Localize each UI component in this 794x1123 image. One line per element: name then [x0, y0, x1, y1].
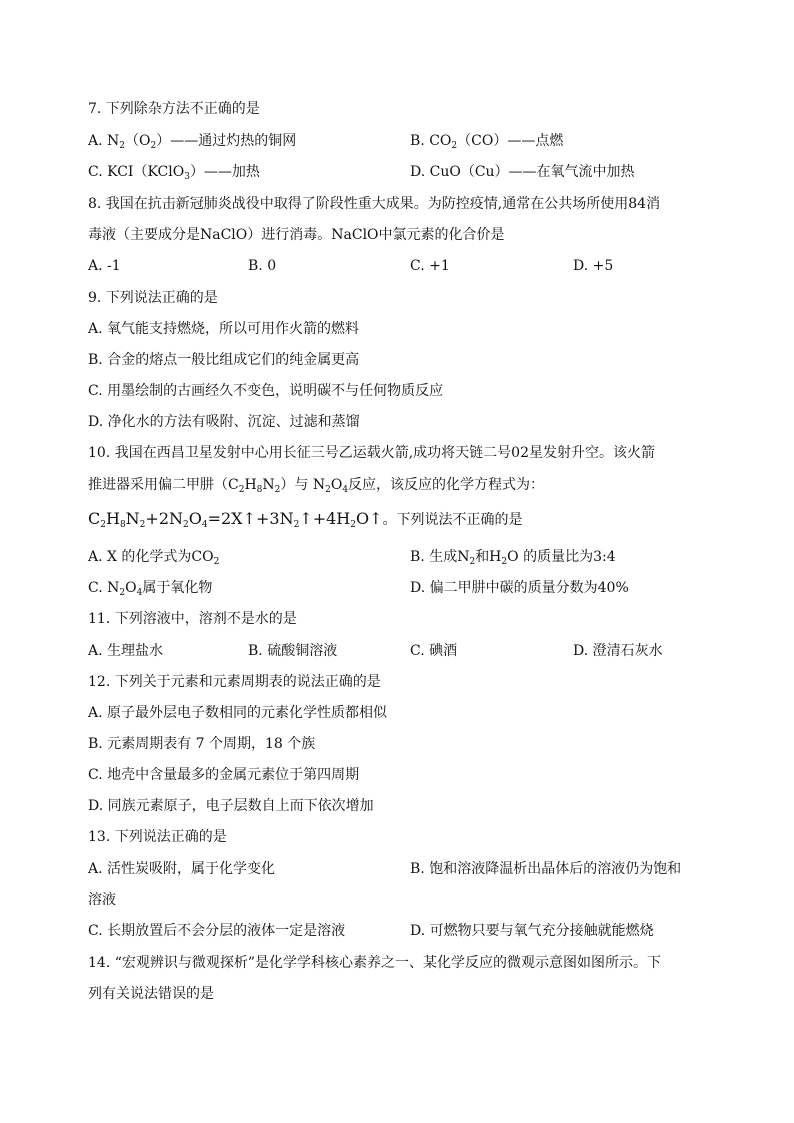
q9-stem: 9. 下列说法正确的是 — [88, 290, 218, 306]
q13-option-b: B. 饱和溶液降温析出晶体后的溶液仍为饱和 — [410, 861, 682, 877]
q11-stem: 11. 下列溶液中，溶剂不是水的是 — [88, 611, 297, 627]
q13-option-c: C. 长期放置后不会分层的液体一定是溶液 — [88, 923, 346, 939]
q8-option-b: B. 0 — [248, 258, 277, 274]
q8-stem-line2: 毒液（主要成分是NaClO）进行消毒。NaClO中氯元素的化合价是 — [88, 227, 505, 243]
q14-stem-line2: 列有关说法错误的是 — [88, 986, 214, 1002]
q12-stem: 12. 下列关于元素和元素周期表的说法正确的是 — [88, 674, 381, 690]
q8-option-a: A. -1 — [88, 258, 121, 274]
q10-option-a: A. X 的化学式为$CO_2$ — [88, 549, 220, 567]
q11-option-a: A. 生理盐水 — [88, 643, 164, 659]
q12-option-a: A. 原子最外层电子数相同的元素化学性质都相似 — [88, 705, 388, 721]
q11-option-d: D. 澄清石灰水 — [573, 643, 663, 659]
q10-option-d: D. 偏二甲肼中碳的质量分数为40% — [410, 580, 629, 596]
q10-chemical-equation: $C_2H_8N_2+2N_2O_4=2X↑+3N_2↑+4H_2O↑$。下列说法不正确的是 — [88, 509, 523, 530]
q12-option-d: D. 同族元素原子，电子层数自上而下依次增加 — [88, 798, 374, 814]
q10-stem-line2: 推进器采用偏二甲肼$(C_2H_8N_2)$与 $N_2O_4$反应，该反应的化学方程式为： — [88, 477, 545, 495]
q9-option-d: D. 净化水的方法有吸附、沉淀、过滤和蒸馏 — [88, 414, 360, 430]
q9-option-b: B. 合金的熔点一般比组成它们的纯金属更高 — [88, 352, 360, 368]
q12-option-c: C. 地壳中含量最多的金属元素位于第四周期 — [88, 767, 360, 783]
q9-option-a: A. 氧气能支持燃烧，所以可用作火箭的燃料 — [88, 321, 360, 337]
q7-option-d: D. CuO（Cu）——在氧气流中加热 — [410, 164, 635, 180]
q9-option-c: C. 用墨绘制的古画经久不变色，说明碳不与任何物质反应 — [88, 383, 444, 399]
q11-option-c: C. 碘酒 — [410, 643, 458, 659]
q10-option-b: B. 生成$N_2$和$H_2O$ 的质量比为3:4 — [410, 549, 616, 567]
q13-option-b-continued: 溶液 — [88, 892, 116, 908]
q10-stem-line1: 10. 我国在西昌卫星发射中心用长征三号乙运载火箭,成功将天链二号02星发射升空。该火箭 — [88, 445, 655, 461]
q8-option-c: C. +1 — [410, 258, 450, 274]
q13-option-d: D. 可燃物只要与氧气充分接触就能燃烧 — [410, 923, 654, 939]
q7-stem: 7. 下列除杂方法不正确的是 — [88, 101, 260, 117]
q7-option-c: C. KCI（KClO$_3$）——加热 — [88, 164, 260, 182]
q8-option-d: D. +5 — [573, 258, 614, 274]
q8-stem-line1: 8. 我国在抗击新冠肺炎战役中取得了阶段性重大成果。为防控疫情,通常在公共场所使用84消 — [88, 196, 661, 212]
q7-option-b: B. $CO_2(CO)——$点燃 — [410, 133, 564, 151]
q14-stem-line1: 14. “宏观辨识与微观探析”是化学学科核心素养之一、某化学反应的微观示意图如图所示。下 — [88, 955, 662, 971]
q7-option-a: A. $N_2(O_2)——$通过灼热的铜网 — [88, 133, 297, 151]
q13-stem: 13. 下列说法正确的是 — [88, 829, 227, 845]
q11-option-b: B. 硫酸铜溶液 — [248, 643, 338, 659]
q13-option-a: A. 活性炭吸附，属于化学变化 — [88, 861, 276, 877]
q10-option-c: C. $N_2O_4$属于氧化物 — [88, 580, 213, 598]
q12-option-b: B. 元素周期表有 7 个周期，18 个族 — [88, 736, 316, 752]
